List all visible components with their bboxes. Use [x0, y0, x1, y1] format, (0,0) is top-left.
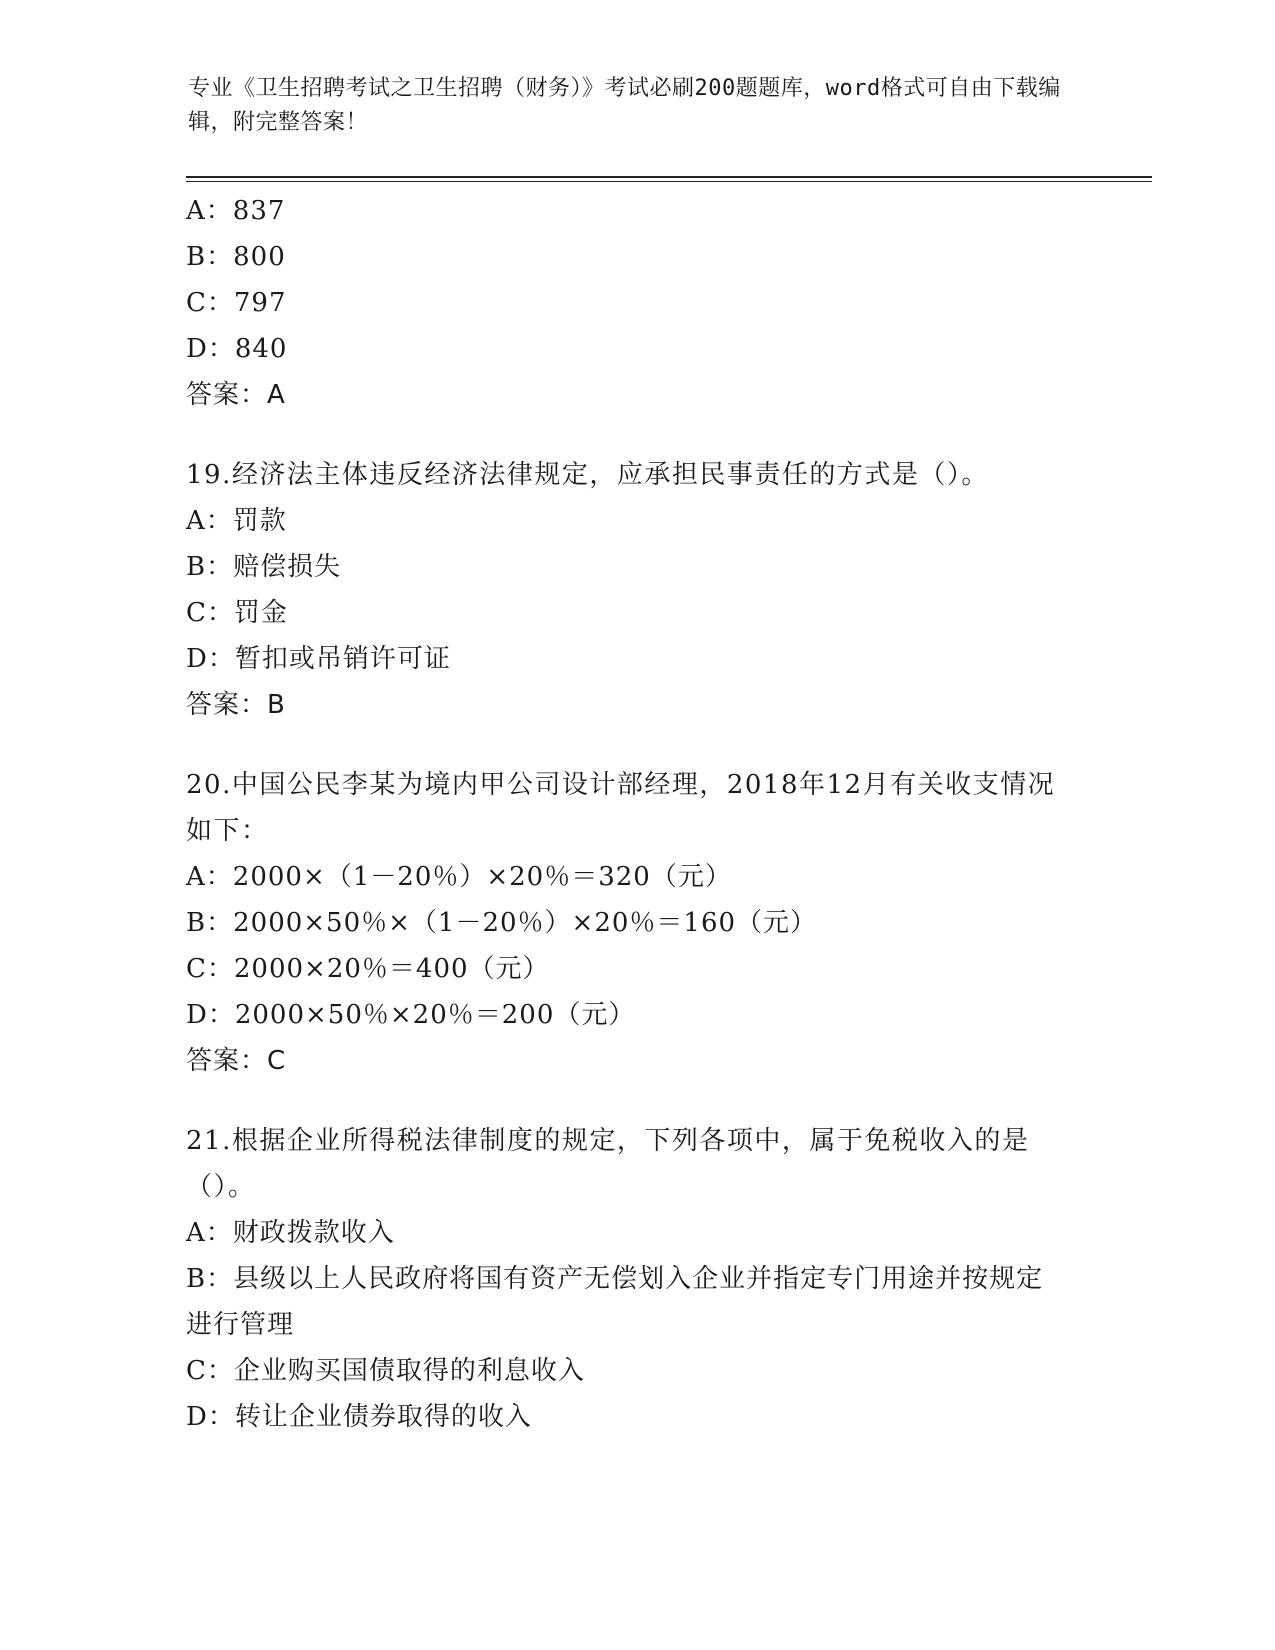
option-d: D：暂扣或吊销许可证 — [186, 644, 451, 674]
spacer — [186, 1084, 1086, 1118]
option-b: B：赔偿损失 — [186, 552, 342, 582]
option-d: D：转让企业债券取得的收入 — [186, 1402, 532, 1432]
question-stem: 20.中国公民李某为境内甲公司设计部经理，2018年12月有关收支情况如下： — [186, 770, 1056, 846]
option-a: A：财政拨款收入 — [186, 1218, 395, 1248]
option-c: C：企业购买国债取得的利息收入 — [186, 1356, 585, 1386]
document-header: 专业《卫生招聘考试之卫生招聘（财务）》考试必刷200题题库，word格式可自由下载编辑，附完整答案！ — [188, 76, 1061, 135]
option-b: B：县级以上人民政府将国有资产无偿划入企业并指定专门用途并按规定进行管理 — [186, 1264, 1044, 1340]
option-c: C：2000×20％＝400（元） — [186, 954, 550, 984]
answer-line: 答案：B — [186, 690, 286, 720]
question-block-19 — [186, 452, 1086, 728]
option-b: B：800 — [186, 242, 286, 272]
option-d: D：2000×50％×20％＝200（元） — [186, 1000, 636, 1030]
option-a: A：2000×（1－20％）×20％＝320（元） — [186, 862, 732, 892]
question-block-21 — [186, 1118, 1086, 1440]
spacer — [186, 728, 1086, 762]
document-body — [186, 188, 1086, 1440]
option-c: C：罚金 — [186, 598, 288, 628]
option-a: A：837 — [186, 196, 286, 226]
prev-question-block — [186, 188, 1086, 418]
answer-line: 答案：A — [186, 380, 286, 410]
option-a: A：罚款 — [186, 506, 287, 536]
answer-line: 答案：C — [186, 1046, 287, 1076]
question-stem: 19.经济法主体违反经济法律规定，应承担民事责任的方式是（）。 — [186, 460, 989, 490]
question-stem: 21.根据企业所得税法律制度的规定，下列各项中，属于免税收入的是（）。 — [186, 1126, 1030, 1202]
option-c: C：797 — [186, 288, 287, 318]
question-block-20 — [186, 762, 1086, 1084]
option-b: B：2000×50％×（1－20％）×20％＝160（元） — [186, 908, 818, 938]
spacer — [186, 418, 1086, 452]
header-divider — [186, 176, 1152, 182]
option-d: D：840 — [186, 334, 288, 364]
